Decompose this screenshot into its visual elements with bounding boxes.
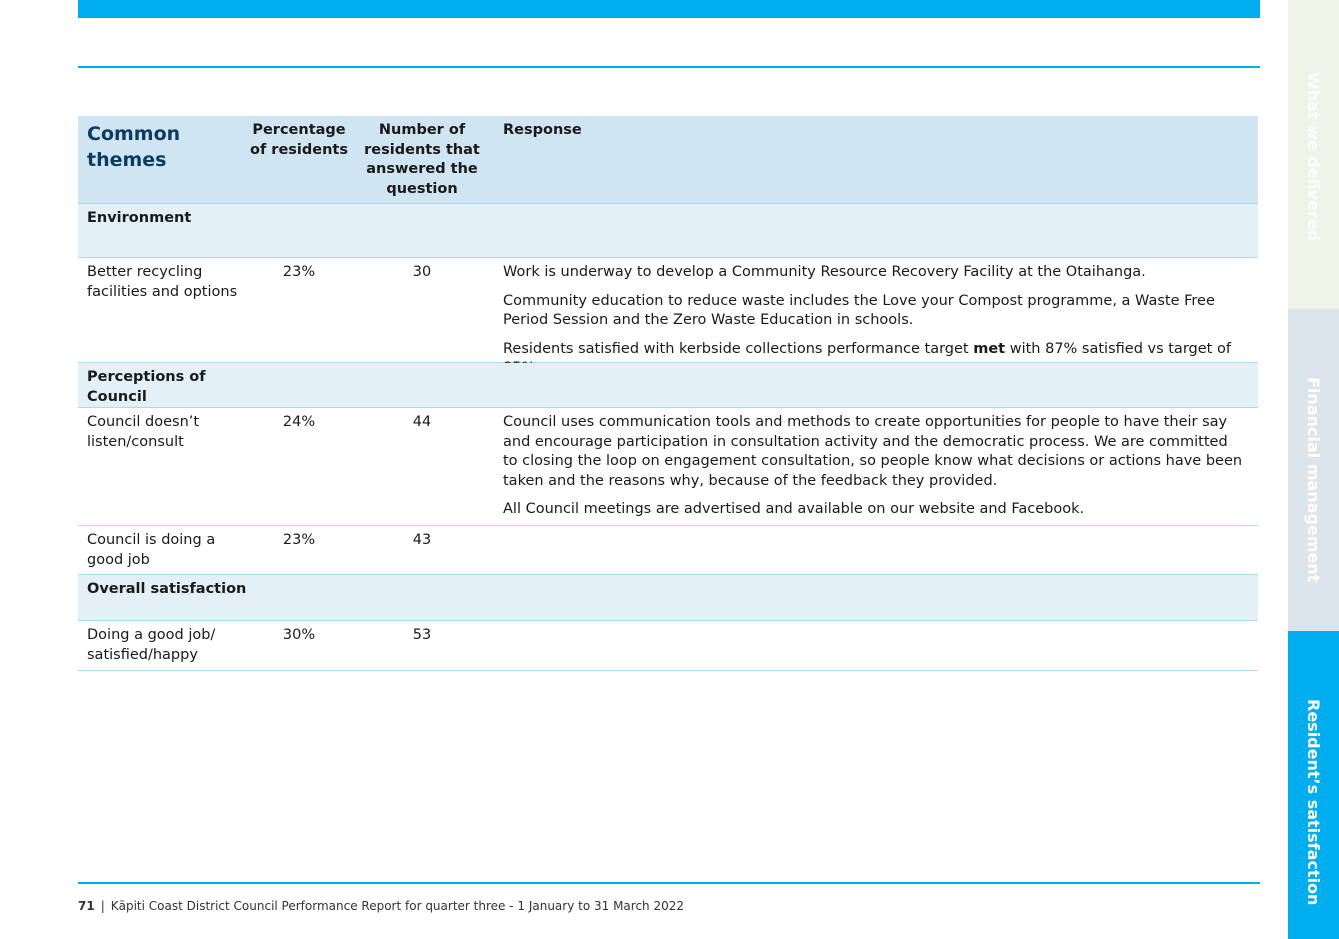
response-paragraph: Council uses communication tools and methods to create opportunities for people to have their say and encourage participation in consultation activity and the democratic process. We are committed to closing the loop on engagement consultation, so people know what decisions or actions have been taken and the reasons why, because of the feedback they provided. (503, 414, 1243, 489)
table-row (78, 526, 1258, 575)
table-row (78, 258, 1258, 363)
side-tab-label: Resident’s satisfaction (1304, 699, 1323, 906)
side-tab-label: What we delivered (1304, 72, 1323, 242)
response-paragraph: All Council meetings are advertised and available on our website and Facebook. (503, 501, 1085, 518)
header-common-themes: Common themes (87, 123, 181, 171)
table-header (78, 116, 1258, 204)
number-cell: 30 (412, 264, 432, 280)
side-tab-what-we-delivered[interactable] (1288, 0, 1339, 309)
theme-cell: Council is doing a good job (87, 532, 216, 568)
top-divider (78, 66, 1260, 68)
footer-separator: | (100, 899, 105, 913)
top-accent-bar (78, 0, 1260, 18)
section-title: Environment (87, 210, 192, 226)
side-tab-residents-satisfaction[interactable] (1288, 631, 1339, 939)
header-response: Response (503, 122, 582, 138)
section-row-perceptions (78, 363, 1258, 408)
theme-cell: Council doesn’t listen/consult (87, 414, 200, 450)
number-cell: 43 (412, 532, 432, 548)
page-number: 71 (78, 899, 95, 913)
themes-table (78, 116, 1258, 671)
side-tab-label: Financial management (1304, 377, 1323, 583)
percentage-cell: 23% (282, 264, 316, 280)
footer-title: Kāpiti Coast District Council Performance Report for quarter three - 1 January to 31 March 2022 (110, 899, 685, 913)
side-tab-financial-management[interactable] (1288, 309, 1339, 631)
header-number: Number of residents that answered the question (364, 122, 480, 197)
percentage-cell: 30% (282, 627, 316, 643)
page-footer (78, 899, 684, 913)
percentage-cell: 23% (282, 532, 316, 548)
table-row (78, 408, 1258, 526)
theme-cell: Better recycling facilities and options (87, 264, 238, 300)
response-cell (503, 263, 1243, 379)
response-paragraph: Work is underway to develop a Community Resource Recovery Facility at the Otaihanga. (503, 264, 1146, 280)
section-row-overall (78, 575, 1258, 621)
response-paragraph: Community education to reduce waste includes the Love your Compost programme, a Waste Free Period Session and the Zero Waste Education in schools. (503, 292, 1215, 329)
header-percentage: Percentage of residents (249, 122, 348, 158)
section-title: Perceptions of Council (87, 369, 206, 405)
section-title: Overall satisfaction (87, 581, 247, 597)
number-cell: 53 (412, 627, 432, 643)
footer-divider (78, 882, 1260, 884)
section-row-environment (78, 204, 1258, 258)
response-paragraph: Residents satisfied with kerbside collections performance target met with 87% satisfied vs target of (503, 340, 1231, 357)
number-cell: 44 (412, 414, 432, 430)
table-row (78, 621, 1258, 671)
percentage-cell: 24% (282, 414, 316, 430)
theme-cell: Doing a good job/ satisfied/happy (87, 627, 216, 663)
target-met-emphasis: met (973, 340, 1006, 357)
response-cell (503, 413, 1243, 520)
